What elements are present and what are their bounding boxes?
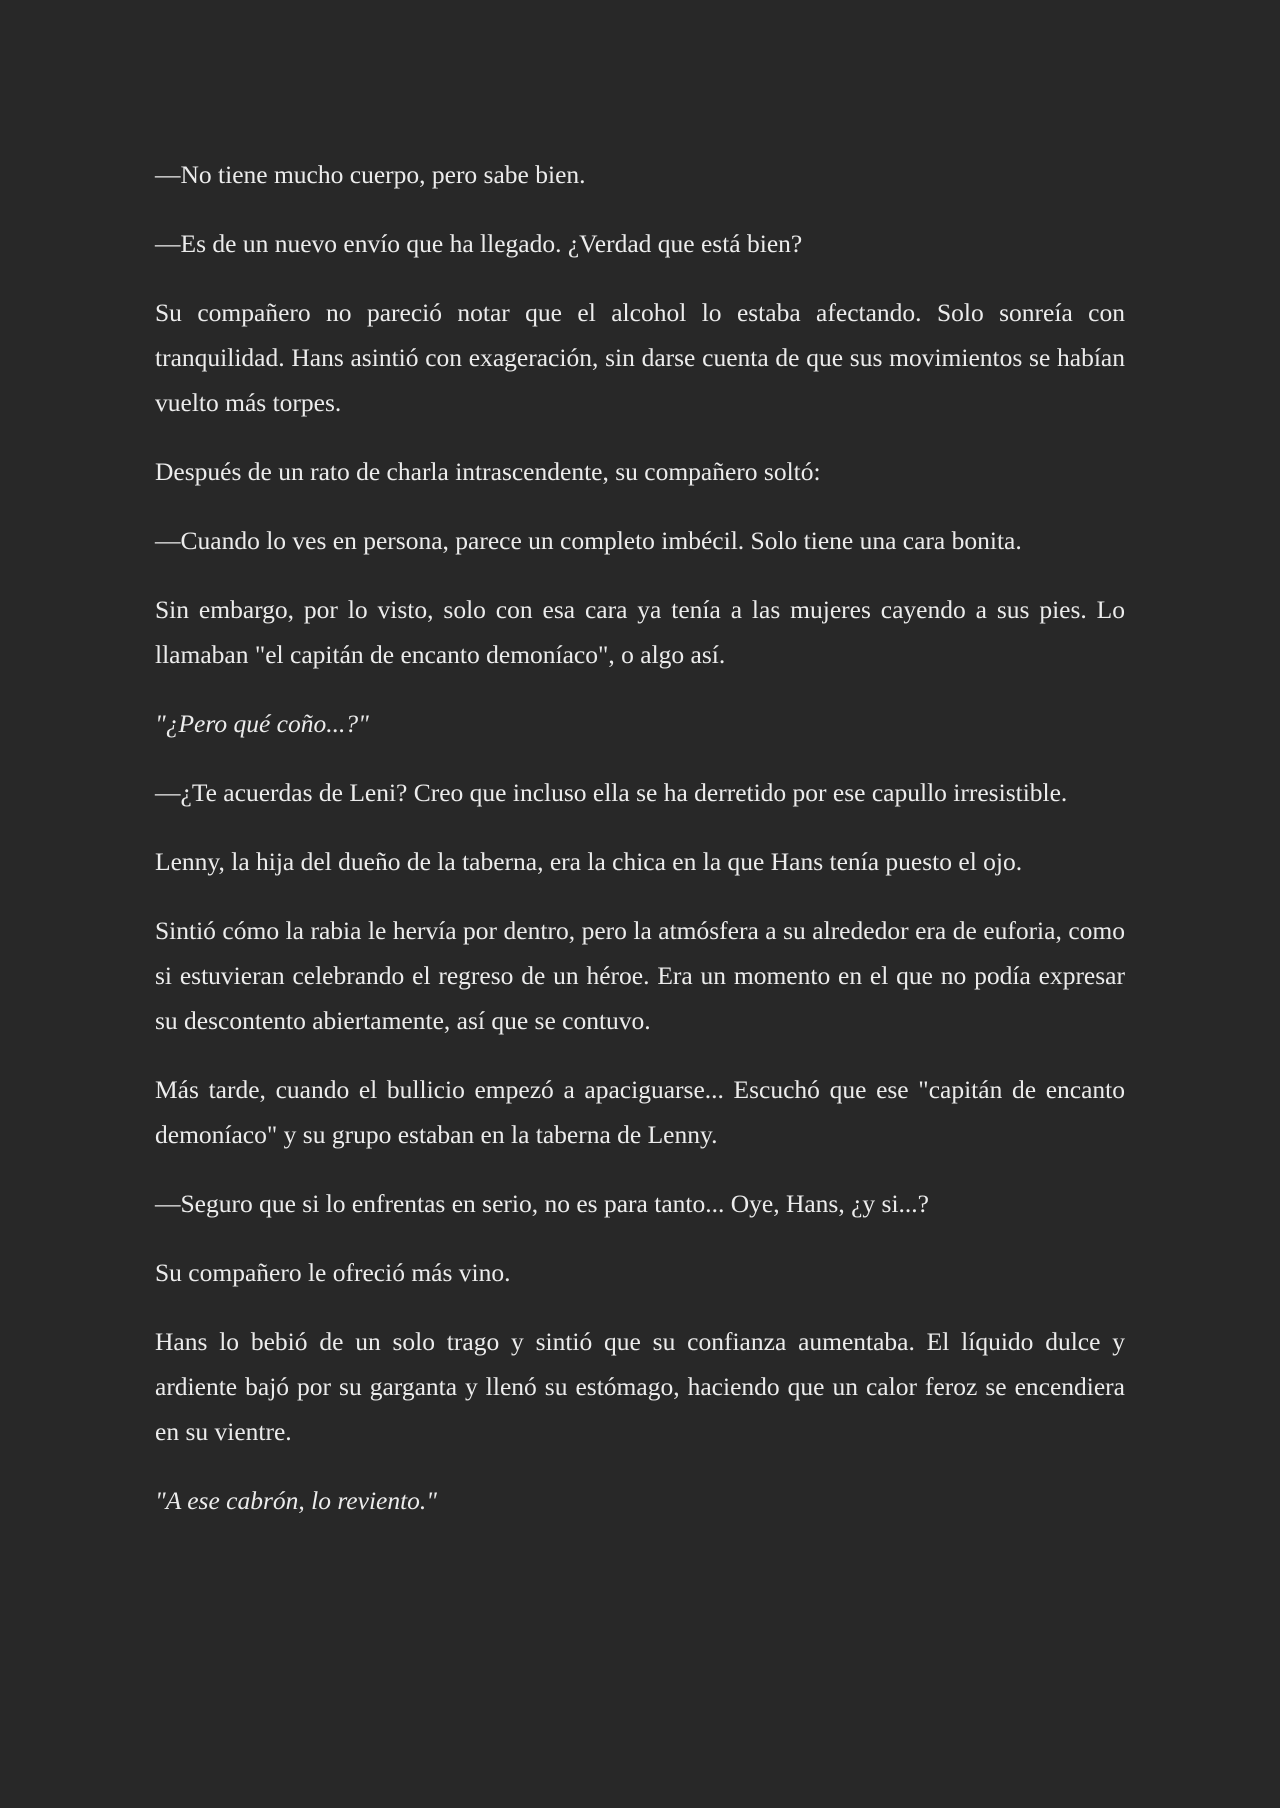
paragraph-thought: "¿Pero qué coño...?" (155, 709, 369, 738)
paragraph-thought: "A ese cabrón, lo reviento." (155, 1486, 438, 1515)
paragraph-narration: Su compañero no pareció notar que el alcohol lo estaba afectando. Solo sonreía con tranquilidad. Hans asintió con exageración, sin darse cuenta de que sus movimientos se habían vuelto más torpes. (155, 298, 1125, 417)
chapter-text (155, 152, 1125, 1523)
paragraph-narration: Sin embargo, por lo visto, solo con esa cara ya tenía a las mujeres cayendo a sus pies. Lo llamaban "el capitán de encanto demoníaco", o algo así. (155, 595, 1125, 669)
paragraph-dialogue: —No tiene mucho cuerpo, pero sabe bien. (155, 160, 586, 189)
paragraph-narration: Sintió cómo la rabia le hervía por dentro, pero la atmósfera a su alrededor era de euforia, como si estuvieran celebrando el regreso de un héroe. Era un momento en el que no podía expresar su descontento abiertamente, así que se contuvo. (155, 916, 1125, 1035)
paragraph-narration: Más tarde, cuando el bullicio empezó a apaciguarse... Escuchó que ese "capitán de encanto demoníaco" y su grupo estaban en la taberna de Lenny. (155, 1075, 1125, 1149)
paragraph-dialogue: —¿Te acuerdas de Leni? Creo que incluso ella se ha derretido por ese capullo irresistible. (155, 778, 1068, 807)
paragraph-dialogue: —Seguro que si lo enfrentas en serio, no es para tanto... Oye, Hans, ¿y si...? (155, 1189, 930, 1218)
paragraph-narration: Hans lo bebió de un solo trago y sintió que su confianza aumentaba. El líquido dulce y ardiente bajó por su garganta y llenó su estómago, haciendo que un calor feroz se encendiera en su vientre. (155, 1327, 1125, 1446)
paragraph-dialogue: —Es de un nuevo envío que ha llegado. ¿Verdad que está bien? (155, 229, 803, 258)
paragraph-narration: Después de un rato de charla intrascendente, su compañero soltó: (155, 457, 821, 486)
paragraph-narration: Lenny, la hija del dueño de la taberna, era la chica en la que Hans tenía puesto el ojo. (155, 847, 1023, 876)
paragraph-dialogue: —Cuando lo ves en persona, parece un completo imbécil. Solo tiene una cara bonita. (155, 526, 1022, 555)
paragraph-narration: Su compañero le ofreció más vino. (155, 1258, 511, 1287)
